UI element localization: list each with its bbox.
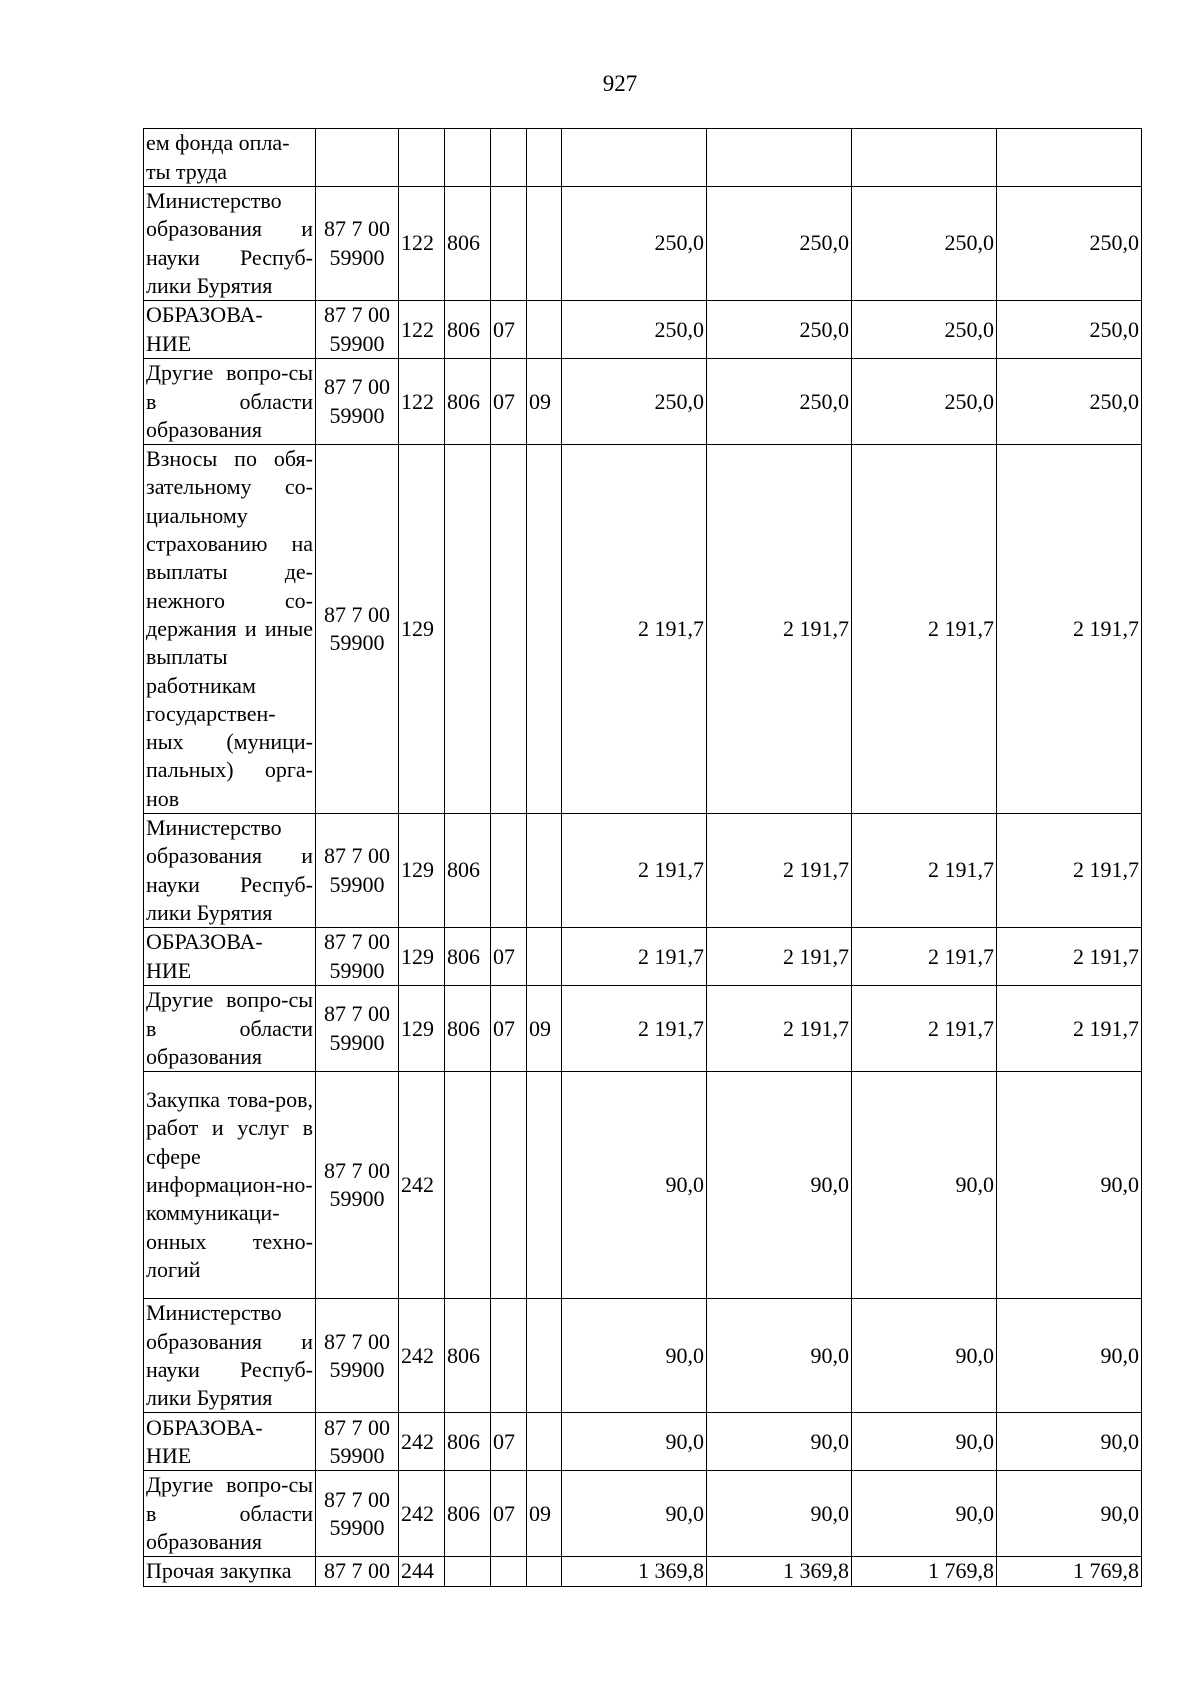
cell-csr: 87 7 00 59900 bbox=[316, 301, 399, 359]
cell-grbs: 806 bbox=[445, 1299, 491, 1413]
cell-pr bbox=[527, 1299, 562, 1413]
cell-a4: 90,0 bbox=[997, 1471, 1142, 1557]
cell-rz bbox=[491, 129, 527, 187]
cell-pr: 09 bbox=[527, 359, 562, 445]
cell-grbs: 806 bbox=[445, 1413, 491, 1471]
cell-a3: 250,0 bbox=[852, 301, 997, 359]
cell-rz bbox=[491, 187, 527, 301]
cell-a1: 250,0 bbox=[562, 301, 707, 359]
cell-vr: 242 bbox=[399, 1413, 445, 1471]
cell-vr: 129 bbox=[399, 445, 445, 814]
cell-name: Министерство образования и науки Респуб-лики Бурятия bbox=[144, 814, 316, 928]
cell-name: Другие вопро-сы в области образования bbox=[144, 1471, 316, 1557]
cell-csr: 87 7 00 bbox=[316, 1557, 399, 1586]
cell-grbs: 806 bbox=[445, 814, 491, 928]
cell-csr: 87 7 00 59900 bbox=[316, 814, 399, 928]
cell-a2: 250,0 bbox=[707, 301, 852, 359]
cell-a4: 90,0 bbox=[997, 1413, 1142, 1471]
cell-grbs bbox=[445, 445, 491, 814]
cell-csr: 87 7 00 59900 bbox=[316, 1299, 399, 1413]
cell-name: Другие вопро-сы в области образования bbox=[144, 359, 316, 445]
cell-a4: 90,0 bbox=[997, 1072, 1142, 1299]
cell-vr: 242 bbox=[399, 1471, 445, 1557]
cell-a4: 2 191,7 bbox=[997, 928, 1142, 986]
cell-grbs: 806 bbox=[445, 1471, 491, 1557]
cell-grbs bbox=[445, 1557, 491, 1586]
cell-a2: 90,0 bbox=[707, 1413, 852, 1471]
cell-a2: 1 369,8 bbox=[707, 1557, 852, 1586]
cell-vr: 122 bbox=[399, 359, 445, 445]
cell-grbs bbox=[445, 129, 491, 187]
cell-a2: 2 191,7 bbox=[707, 445, 852, 814]
cell-grbs: 806 bbox=[445, 359, 491, 445]
cell-vr: 122 bbox=[399, 301, 445, 359]
cell-a3: 250,0 bbox=[852, 359, 997, 445]
cell-a1: 90,0 bbox=[562, 1471, 707, 1557]
table-row bbox=[144, 359, 1142, 445]
cell-name: Прочая закупка bbox=[144, 1557, 316, 1586]
cell-name: Взносы по обя-зательному со-циальному страхованию на выплаты де-нежного со-держания и иные выплаты работникам государствен-ных (муници-пальных) орга-нов bbox=[144, 445, 316, 814]
cell-vr: 242 bbox=[399, 1072, 445, 1299]
cell-rz: 07 bbox=[491, 986, 527, 1072]
cell-a1: 2 191,7 bbox=[562, 445, 707, 814]
cell-a1: 90,0 bbox=[562, 1299, 707, 1413]
cell-a3: 1 769,8 bbox=[852, 1557, 997, 1586]
cell-a4: 250,0 bbox=[997, 301, 1142, 359]
cell-pr bbox=[527, 1413, 562, 1471]
cell-csr: 87 7 00 59900 bbox=[316, 928, 399, 986]
cell-a1: 2 191,7 bbox=[562, 814, 707, 928]
cell-csr: 87 7 00 59900 bbox=[316, 359, 399, 445]
table-row bbox=[144, 986, 1142, 1072]
cell-a1: 90,0 bbox=[562, 1413, 707, 1471]
cell-pr: 09 bbox=[527, 1471, 562, 1557]
cell-a2: 250,0 bbox=[707, 187, 852, 301]
cell-vr: 129 bbox=[399, 814, 445, 928]
cell-vr: 129 bbox=[399, 986, 445, 1072]
table-row bbox=[144, 814, 1142, 928]
cell-a3 bbox=[852, 129, 997, 187]
cell-pr bbox=[527, 814, 562, 928]
cell-rz: 07 bbox=[491, 301, 527, 359]
cell-a2: 250,0 bbox=[707, 359, 852, 445]
cell-a2: 2 191,7 bbox=[707, 928, 852, 986]
cell-a1: 2 191,7 bbox=[562, 928, 707, 986]
cell-pr bbox=[527, 1557, 562, 1586]
cell-name: ОБРАЗОВА- НИЕ bbox=[144, 1413, 316, 1471]
table-row bbox=[144, 1557, 1142, 1586]
cell-a3: 2 191,7 bbox=[852, 928, 997, 986]
cell-a1: 250,0 bbox=[562, 187, 707, 301]
cell-csr: 87 7 00 59900 bbox=[316, 1471, 399, 1557]
cell-vr: 129 bbox=[399, 928, 445, 986]
cell-name: Закупка това-ров, работ и услуг в сфере информацион-но-коммуникаци-онных техно-логий bbox=[144, 1072, 316, 1299]
cell-csr: 87 7 00 59900 bbox=[316, 187, 399, 301]
cell-a4: 2 191,7 bbox=[997, 986, 1142, 1072]
cell-pr bbox=[527, 928, 562, 986]
cell-vr: 244 bbox=[399, 1557, 445, 1586]
cell-a4: 2 191,7 bbox=[997, 814, 1142, 928]
cell-pr bbox=[527, 445, 562, 814]
cell-name: ОБРАЗОВА- НИЕ bbox=[144, 301, 316, 359]
cell-vr: 122 bbox=[399, 187, 445, 301]
cell-pr bbox=[527, 129, 562, 187]
cell-name: ОБРАЗОВА- НИЕ bbox=[144, 928, 316, 986]
cell-rz: 07 bbox=[491, 1413, 527, 1471]
cell-a2: 2 191,7 bbox=[707, 986, 852, 1072]
cell-a4 bbox=[997, 129, 1142, 187]
cell-grbs bbox=[445, 1072, 491, 1299]
cell-a4: 1 769,8 bbox=[997, 1557, 1142, 1586]
cell-rz bbox=[491, 1557, 527, 1586]
cell-a1: 90,0 bbox=[562, 1072, 707, 1299]
cell-rz: 07 bbox=[491, 1471, 527, 1557]
table-row bbox=[144, 1299, 1142, 1413]
cell-vr bbox=[399, 129, 445, 187]
cell-a4: 2 191,7 bbox=[997, 445, 1142, 814]
cell-a3: 2 191,7 bbox=[852, 445, 997, 814]
cell-pr bbox=[527, 301, 562, 359]
cell-a3: 90,0 bbox=[852, 1072, 997, 1299]
cell-name: Министерство образования и науки Респуб-лики Бурятия bbox=[144, 1299, 316, 1413]
cell-pr: 09 bbox=[527, 986, 562, 1072]
cell-vr: 242 bbox=[399, 1299, 445, 1413]
cell-a4: 250,0 bbox=[997, 187, 1142, 301]
cell-name: Министерство образования и науки Респуб-лики Бурятия bbox=[144, 187, 316, 301]
cell-a1: 250,0 bbox=[562, 359, 707, 445]
cell-a3: 90,0 bbox=[852, 1413, 997, 1471]
cell-grbs: 806 bbox=[445, 928, 491, 986]
cell-grbs: 806 bbox=[445, 301, 491, 359]
table-row bbox=[144, 1072, 1142, 1299]
cell-rz bbox=[491, 1072, 527, 1299]
cell-a4: 90,0 bbox=[997, 1299, 1142, 1413]
cell-csr: 87 7 00 59900 bbox=[316, 986, 399, 1072]
cell-a1: 2 191,7 bbox=[562, 986, 707, 1072]
cell-csr: 87 7 00 59900 bbox=[316, 1072, 399, 1299]
cell-a1 bbox=[562, 129, 707, 187]
table-row bbox=[144, 1471, 1142, 1557]
cell-a2: 2 191,7 bbox=[707, 814, 852, 928]
cell-csr bbox=[316, 129, 399, 187]
cell-grbs: 806 bbox=[445, 187, 491, 301]
cell-a2: 90,0 bbox=[707, 1072, 852, 1299]
table-row bbox=[144, 928, 1142, 986]
cell-rz: 07 bbox=[491, 359, 527, 445]
cell-a3: 2 191,7 bbox=[852, 814, 997, 928]
cell-a3: 250,0 bbox=[852, 187, 997, 301]
cell-csr: 87 7 00 59900 bbox=[316, 445, 399, 814]
cell-a3: 90,0 bbox=[852, 1471, 997, 1557]
table-row bbox=[144, 1413, 1142, 1471]
cell-csr: 87 7 00 59900 bbox=[316, 1413, 399, 1471]
cell-rz bbox=[491, 445, 527, 814]
table-row bbox=[144, 187, 1142, 301]
cell-a3: 90,0 bbox=[852, 1299, 997, 1413]
page-number: 927 bbox=[602, 71, 638, 96]
cell-a2: 90,0 bbox=[707, 1471, 852, 1557]
cell-a2: 90,0 bbox=[707, 1299, 852, 1413]
cell-a2 bbox=[707, 129, 852, 187]
cell-name: Другие вопро-сы в области образования bbox=[144, 986, 316, 1072]
cell-rz bbox=[491, 814, 527, 928]
cell-pr bbox=[527, 187, 562, 301]
cell-name: ем фонда опла- ты труда bbox=[144, 129, 316, 187]
cell-a4: 250,0 bbox=[997, 359, 1142, 445]
table-row bbox=[144, 129, 1142, 187]
table-row bbox=[144, 301, 1142, 359]
table-row bbox=[144, 445, 1142, 814]
cell-a3: 2 191,7 bbox=[852, 986, 997, 1072]
cell-pr bbox=[527, 1072, 562, 1299]
budget-table bbox=[143, 128, 1142, 1587]
cell-rz: 07 bbox=[491, 928, 527, 986]
cell-grbs: 806 bbox=[445, 986, 491, 1072]
cell-rz bbox=[491, 1299, 527, 1413]
cell-a1: 1 369,8 bbox=[562, 1557, 707, 1586]
